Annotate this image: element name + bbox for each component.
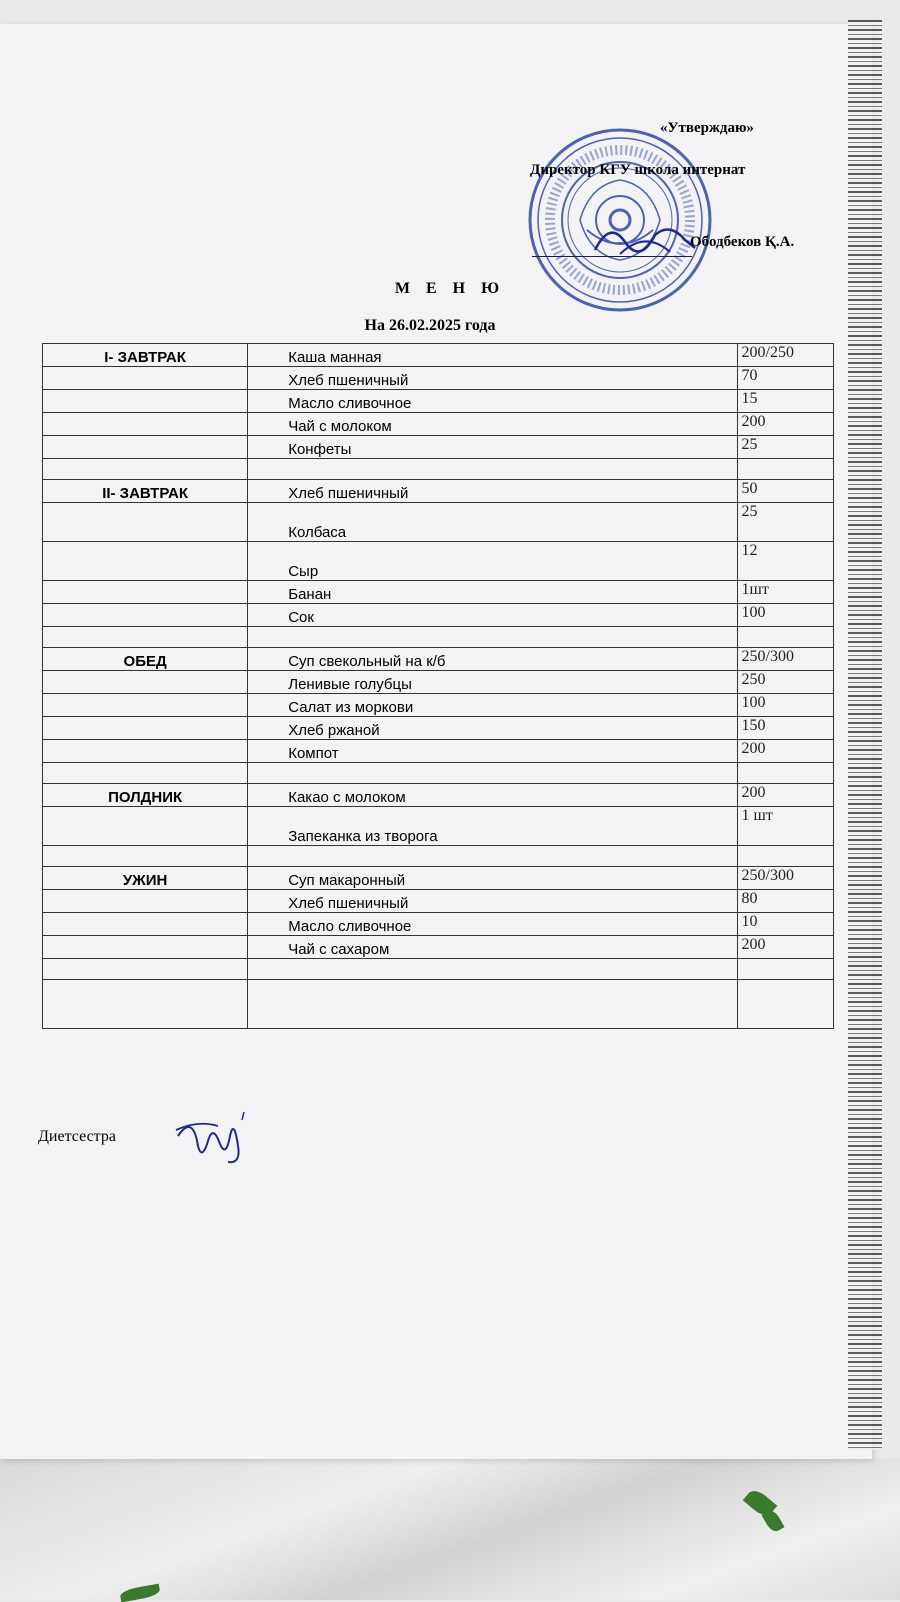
portion-cell: 200 [737, 936, 834, 959]
menu-row [43, 648, 834, 671]
portion-cell: 1 шт [737, 807, 834, 846]
portion-cell: 200 [737, 784, 834, 807]
menu-row [43, 959, 834, 980]
meal-cell: ОБЕД [43, 648, 248, 671]
director-name: Ободбеков Қ.А. [690, 234, 795, 250]
portion-cell [737, 459, 834, 480]
meal-cell [43, 694, 248, 717]
menu-row [43, 807, 834, 846]
leaf-decoration [119, 1584, 160, 1602]
portion-cell: 80 [737, 890, 834, 913]
dish-cell: Масло сливочное [248, 390, 737, 413]
dish-cell: Чай с молоком [248, 413, 737, 436]
portion-cell [737, 846, 834, 867]
meal-cell [43, 542, 248, 581]
portion-cell: 70 [737, 367, 834, 390]
meal-cell: УЖИН [43, 867, 248, 890]
portion-cell: 12 [737, 542, 834, 581]
dish-cell [248, 459, 737, 480]
menu-table [42, 343, 834, 1029]
meal-cell [43, 367, 248, 390]
menu-row [43, 740, 834, 763]
dish-cell: Чай с сахаром [248, 936, 737, 959]
meal-cell [43, 763, 248, 784]
portion-cell: 250/300 [737, 867, 834, 890]
menu-row [43, 846, 834, 867]
menu-row [43, 694, 834, 717]
meal-cell: I- ЗАВТРАК [43, 344, 248, 367]
portion-cell [737, 959, 834, 980]
dish-cell: Конфеты [248, 436, 737, 459]
menu-row [43, 784, 834, 807]
portion-cell: 200 [737, 413, 834, 436]
meal-cell [43, 890, 248, 913]
meal-cell [43, 717, 248, 740]
meal-cell [43, 980, 248, 1029]
meal-cell [43, 459, 248, 480]
meal-cell [43, 436, 248, 459]
meal-cell [43, 581, 248, 604]
dish-cell: Масло сливочное [248, 913, 737, 936]
dish-cell: Сок [248, 604, 737, 627]
dish-cell: Суп макаронный [248, 867, 737, 890]
menu-row [43, 671, 834, 694]
portion-cell: 15 [737, 390, 834, 413]
dish-cell [248, 980, 737, 1029]
dish-cell: Колбаса [248, 503, 737, 542]
stacked-sheets-edge [848, 20, 882, 1450]
menu-row [43, 542, 834, 581]
menu-row [43, 763, 834, 784]
menu-row [43, 604, 834, 627]
portion-cell: 100 [737, 604, 834, 627]
menu-row [43, 980, 834, 1029]
portion-cell: 25 [737, 436, 834, 459]
meal-cell [43, 936, 248, 959]
portion-cell: 10 [737, 913, 834, 936]
dish-cell: Банан [248, 581, 737, 604]
dish-cell: Хлеб пшеничный [248, 480, 737, 503]
meal-cell [43, 413, 248, 436]
menu-row [43, 390, 834, 413]
director-title: Директор КГУ школа интернат [530, 162, 746, 178]
menu-row [43, 367, 834, 390]
meal-cell [43, 807, 248, 846]
handwritten-signature-icon [590, 210, 700, 260]
portion-cell: 1шт [737, 581, 834, 604]
dish-cell: Хлеб ржаной [248, 717, 737, 740]
meal-cell [43, 627, 248, 648]
marble-surface [0, 1459, 900, 1600]
meal-cell [43, 913, 248, 936]
dish-cell: Суп свекольный на к/б [248, 648, 737, 671]
meal-cell [43, 671, 248, 694]
dish-cell: Салат из моркови [248, 694, 737, 717]
menu-row [43, 890, 834, 913]
portion-cell: 250/300 [737, 648, 834, 671]
meal-cell [43, 740, 248, 763]
dish-cell: Каша манная [248, 344, 737, 367]
dish-cell [248, 627, 737, 648]
menu-row [43, 344, 834, 367]
dish-cell: Какао с молоком [248, 784, 737, 807]
menu-row [43, 503, 834, 542]
portion-cell: 100 [737, 694, 834, 717]
menu-row [43, 717, 834, 740]
dish-cell [248, 846, 737, 867]
portion-cell: 250 [737, 671, 834, 694]
portion-cell: 150 [737, 717, 834, 740]
meal-cell [43, 604, 248, 627]
dish-cell [248, 763, 737, 784]
dish-cell [248, 959, 737, 980]
dish-cell: Запеканка из творога [248, 807, 737, 846]
meal-cell [43, 390, 248, 413]
dish-cell: Ленивые голубцы [248, 671, 737, 694]
menu-row [43, 913, 834, 936]
menu-row [43, 867, 834, 890]
meal-cell [43, 503, 248, 542]
meal-cell [43, 846, 248, 867]
portion-cell: 200 [737, 740, 834, 763]
menu-row [43, 627, 834, 648]
menu-table-body [43, 344, 834, 1029]
dish-cell: Хлеб пшеничный [248, 367, 737, 390]
handwritten-signature-icon [168, 1106, 258, 1166]
dietitian-label: Диетсестра [38, 1128, 116, 1145]
menu-row [43, 459, 834, 480]
meal-cell: ПОЛДНИК [43, 784, 248, 807]
approval-title: «Утверждаю» [660, 120, 754, 136]
portion-cell [737, 763, 834, 784]
menu-date: На 26.02.2025 года [364, 317, 496, 334]
portion-cell: 200/250 [737, 344, 834, 367]
dish-cell: Сыр [248, 542, 737, 581]
dish-cell: Хлеб пшеничный [248, 890, 737, 913]
meal-cell: II- ЗАВТРАК [43, 480, 248, 503]
menu-row [43, 936, 834, 959]
portion-cell [737, 980, 834, 1029]
portion-cell [737, 627, 834, 648]
document-title: М Е Н Ю [394, 280, 506, 297]
portion-cell: 50 [737, 480, 834, 503]
portion-cell: 25 [737, 503, 834, 542]
dish-cell: Компот [248, 740, 737, 763]
menu-row [43, 413, 834, 436]
menu-row [43, 581, 834, 604]
menu-row [43, 436, 834, 459]
meal-cell [43, 959, 248, 980]
menu-row [43, 480, 834, 503]
leaf-decoration [761, 1508, 784, 1534]
